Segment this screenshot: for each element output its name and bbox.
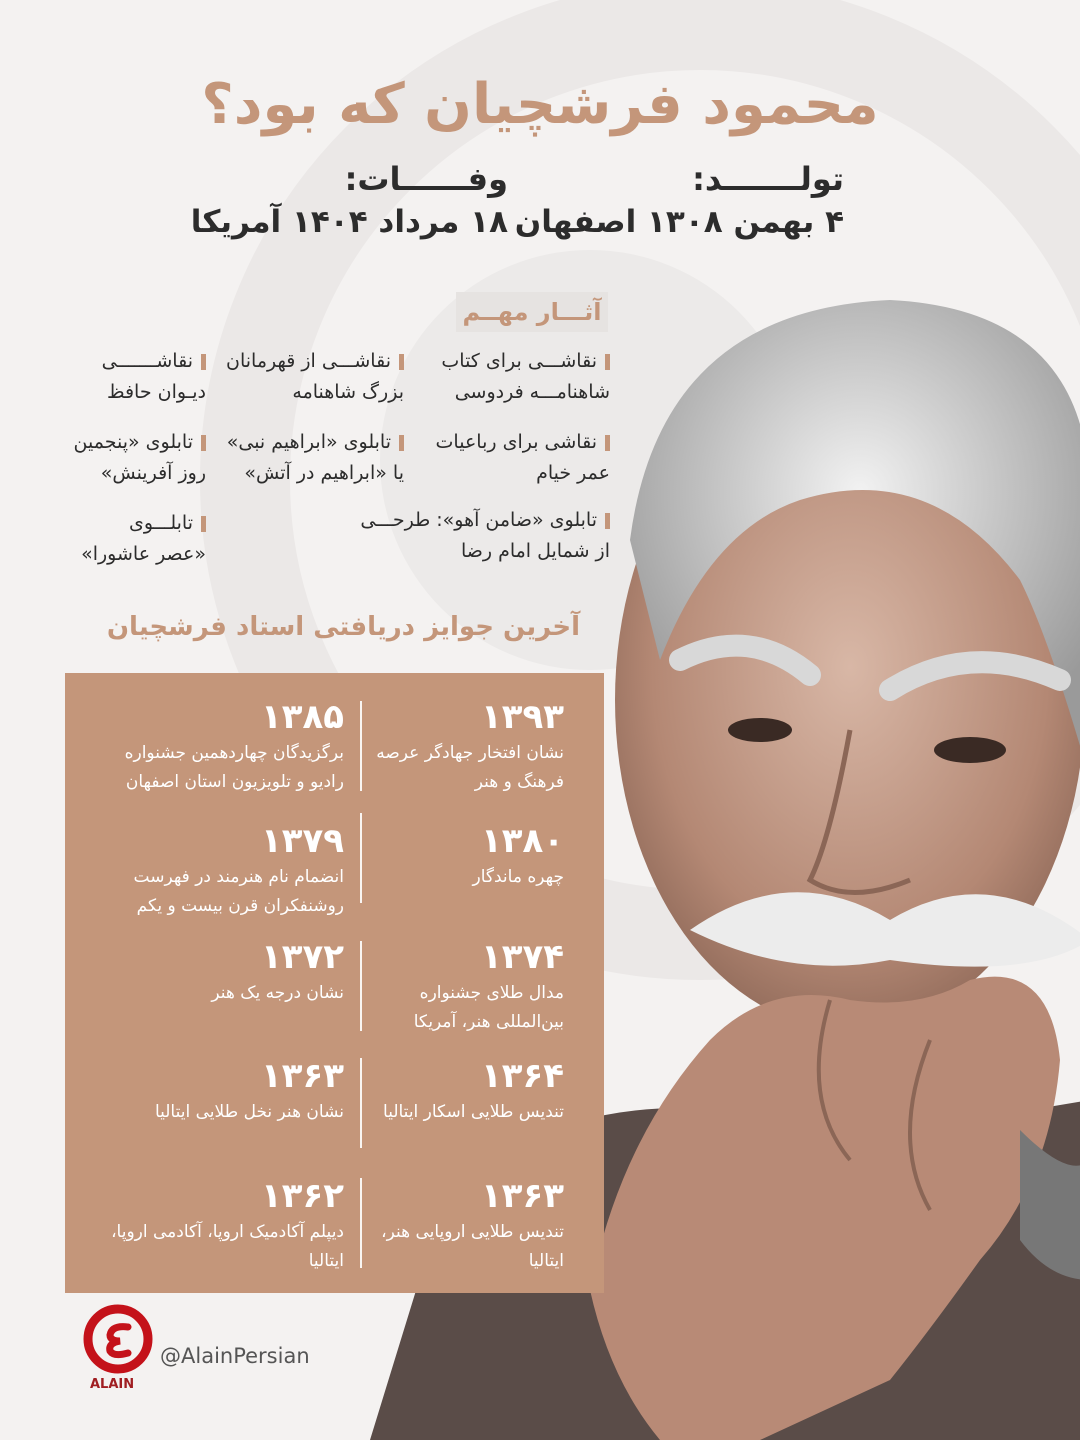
award-year: ۱۳۸۵ [260,697,344,737]
award-year: ۱۳۶۳ [480,1176,564,1216]
death-label: وفــــــات: [344,160,508,198]
award-item [364,821,564,892]
divider [360,1058,362,1148]
work-item: نقاشی برای رباعیات عمر خیام [435,431,610,484]
award-year: ۱۳۹۳ [480,697,564,737]
brand-name: ALAIN [90,1377,135,1392]
bullet-mark [201,516,206,532]
award-item [364,697,564,797]
award-year: ۱۳۶۲ [260,1176,344,1216]
award-text: دیپلم آکادمیک اروپا، آکادمی اروپا، ایتالیا [111,1222,344,1271]
award-year: ۱۳۶۳ [260,1056,344,1096]
work-item: نقاشـــی از قهرمانان بزرگ شاهنامه [226,350,404,403]
work-item: تابلوی «ابراهیم نبی» یا «ابراهیم در آتش» [226,431,404,484]
social-handle: @AlainPersian [160,1344,310,1368]
works-heading: آثـــار مهــم [456,292,608,332]
work-item: تابلوی «ضامن آهو»: طرحـــی از شمایل امام رضا [360,509,610,562]
divider [360,813,362,903]
award-text: برگزیدگان چهاردهمین جشنواره رادیو و تلویزیون استان اصفهان [124,743,344,792]
alain-logo-icon [82,1303,154,1375]
award-item [94,821,344,921]
bullet-mark [201,354,206,370]
birth-value: ۴ بهمن ۱۳۰۸ اصفهان [514,204,844,240]
divider [360,1178,362,1268]
bullet-mark [399,435,404,451]
bullet-mark [399,354,404,370]
birth-label: تولـــــــد: [692,160,844,198]
award-year: ۱۳۶۴ [480,1056,564,1096]
award-item [94,1056,344,1127]
bullet-mark [605,435,610,451]
work-item: تابلـــوی «عصر عاشورا» [81,512,206,565]
award-text: تندیس طلایی اروپایی هنر، ایتالیا [381,1222,564,1271]
work-item: نقاشـــی برای کتاب شاهنامـــه فردوسی [441,350,610,403]
award-text: نشان افتخار جهادگر عرصه فرهنگ و هنر [376,743,564,792]
award-item [364,1176,564,1276]
award-text: انضمام نام هنرمند در فهرست روشنفکران قرن بیست و یکم [133,867,344,916]
award-item [94,697,344,797]
page-title: محمود فرشچیان که بود؟ [201,72,879,137]
bullet-mark [605,354,610,370]
award-text: نشان درجه یک هنر [211,983,344,1003]
awards-title: آخرین جوایز دریافتی استاد فرشچیان [106,612,580,642]
bullet-mark [605,513,610,529]
award-item [364,937,564,1037]
awards-panel [65,673,604,1293]
award-year: ۱۳۸۰ [480,821,564,861]
award-text: چهره ماندگار [472,867,564,887]
award-year: ۱۳۷۴ [480,937,564,977]
award-year: ۱۳۷۹ [260,821,344,861]
divider [360,701,362,791]
award-item [94,1176,344,1276]
award-item [94,937,344,1008]
work-item: نقاشـــــــی دیـوان حافظ [101,350,206,403]
award-text: نشان هنر نخل طلایی ایتالیا [154,1102,344,1122]
award-item [364,1056,564,1127]
award-year: ۱۳۷۲ [260,937,344,977]
award-text: مدال طلای جشنواره بین‌المللی هنر، آمریکا [413,983,564,1032]
bullet-mark [201,435,206,451]
award-text: تندیس طلایی اسکار ایتالیا [383,1102,564,1122]
death-value: ۱۸ مرداد ۱۴۰۴ آمریکا [190,204,508,240]
divider [360,941,362,1031]
work-item: تابلوی «پنجمین روز آفرینش» [73,431,206,484]
